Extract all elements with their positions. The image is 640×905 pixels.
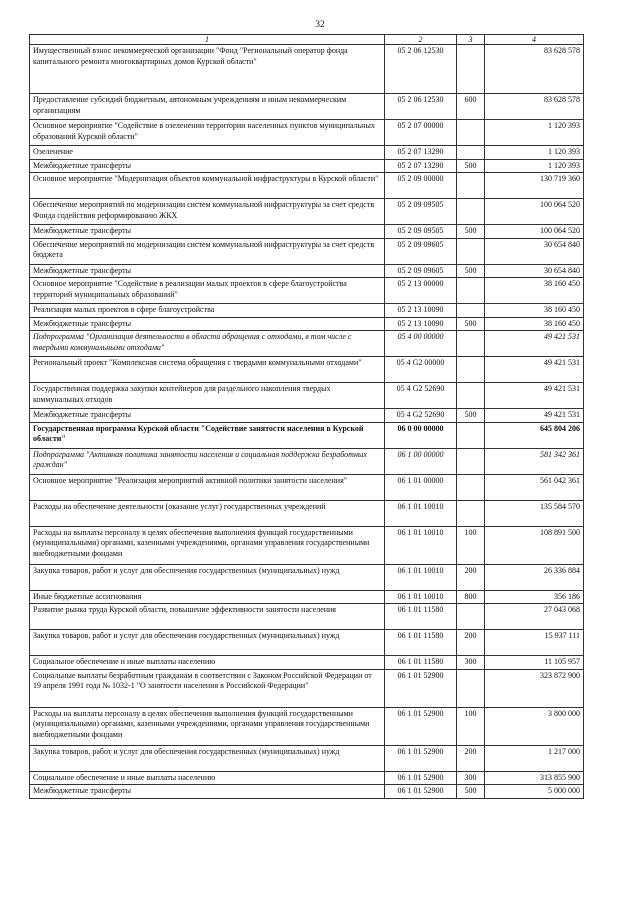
cell-amount: 1 217 000 (485, 745, 584, 771)
cell-name: Озеленение (30, 146, 385, 160)
cell-code: 06 1 01 10010 (385, 526, 457, 564)
cell-amount: 130 719 360 (485, 173, 584, 199)
cell-amount: 38 160 450 (485, 304, 584, 318)
cell-amount: 26 336 884 (485, 564, 584, 590)
table-body (30, 45, 584, 799)
cell-name: Социальное обеспечение и иные выплаты населению (30, 771, 385, 785)
cell-type (457, 173, 485, 199)
column-header-name: 1 (30, 35, 385, 45)
cell-name: Закупка товаров, работ и услуг для обеспечения государственных (муниципальных) нужд (30, 745, 385, 771)
cell-amount: 11 105 957 (485, 656, 584, 670)
table-row (30, 238, 584, 264)
cell-type: 500 (457, 317, 485, 331)
cell-amount: 49 421 531 (485, 383, 584, 409)
cell-amount: 645 804 206 (485, 422, 584, 448)
cell-amount: 38 160 450 (485, 278, 584, 304)
cell-code: 05 2 09 09505 (385, 225, 457, 239)
cell-amount: 323 872 900 (485, 669, 584, 707)
cell-code: 06 1 01 52900 (385, 745, 457, 771)
cell-name: Межбюджетные трансферты (30, 225, 385, 239)
cell-amount: 135 584 570 (485, 500, 584, 526)
cell-type (457, 45, 485, 94)
cell-type (457, 120, 485, 146)
cell-type (457, 331, 485, 357)
cell-name: Расходы на выплаты персоналу в целях обеспечения выполнения функций государственными (муниципальными) органами, казенными учреждениями, органами управления государственными внебюджетными фондами (30, 526, 385, 564)
table-row (30, 304, 584, 318)
cell-name: Межбюджетные трансферты (30, 159, 385, 173)
table-row (30, 357, 584, 383)
cell-type (457, 357, 485, 383)
cell-type: 500 (457, 409, 485, 423)
column-header-code: 2 (385, 35, 457, 45)
cell-code: 06 1 01 10010 (385, 564, 457, 590)
table-row (30, 771, 584, 785)
cell-code: 06 1 01 10010 (385, 500, 457, 526)
cell-name: Межбюджетные трансферты (30, 409, 385, 423)
table-row (30, 707, 584, 745)
cell-amount: 49 421 531 (485, 409, 584, 423)
cell-name: Подпрограмма "Активная политика занятости населения и социальная поддержка безработных граждан" (30, 448, 385, 474)
table-row (30, 590, 584, 604)
cell-code: 05 2 09 09605 (385, 238, 457, 264)
cell-name: Государственная программа Курской области "Содействие занятости населения в Курской области" (30, 422, 385, 448)
column-header-amount: 4 (485, 35, 584, 45)
table-row (30, 173, 584, 199)
cell-amount: 1 120 393 (485, 159, 584, 173)
cell-type: 200 (457, 630, 485, 656)
cell-amount: 313 855 900 (485, 771, 584, 785)
cell-code: 05 2 13 00000 (385, 278, 457, 304)
table-row (30, 199, 584, 225)
cell-type: 300 (457, 656, 485, 670)
cell-type: 100 (457, 707, 485, 745)
cell-amount: 356 186 (485, 590, 584, 604)
cell-amount: 49 421 531 (485, 331, 584, 357)
cell-code: 06 1 01 52900 (385, 785, 457, 799)
table-row (30, 383, 584, 409)
table-row (30, 500, 584, 526)
cell-name: Государственная поддержка закупки контейнеров для раздельного накопления твердых коммунальных отходов (30, 383, 385, 409)
cell-type: 200 (457, 745, 485, 771)
cell-code: 06 1 01 52900 (385, 771, 457, 785)
table-row (30, 526, 584, 564)
cell-amount: 38 160 450 (485, 317, 584, 331)
cell-amount: 27 043 068 (485, 604, 584, 630)
cell-code: 06 1 01 00000 (385, 474, 457, 500)
cell-name: Расходы на обеспечение деятельности (оказание услуг) государственных учреждений (30, 500, 385, 526)
cell-name: Обеспечение мероприятий по модернизации систем коммунальной инфраструктуры за счет средств бюджета (30, 238, 385, 264)
cell-amount: 83 628 578 (485, 45, 584, 94)
table-row (30, 448, 584, 474)
cell-type: 500 (457, 785, 485, 799)
budget-table (29, 34, 584, 799)
cell-name: Подпрограмма "Организация деятельности в области обращения с отходами, в том числе с твердыми коммунальными отходами" (30, 331, 385, 357)
cell-code: 05 2 06 12530 (385, 45, 457, 94)
table-row (30, 331, 584, 357)
cell-name: Имущественный взнос некоммерческой организации "Фонд "Региональный оператор фонда капитального ремонта многоквартирных домов Курской области" (30, 45, 385, 94)
cell-name: Основное мероприятие "Содействие в озеленении территории населенных пунктов муниципальных образований Курской области" (30, 120, 385, 146)
cell-type (457, 199, 485, 225)
cell-amount: 108 891 500 (485, 526, 584, 564)
table-row (30, 278, 584, 304)
table-row (30, 159, 584, 173)
cell-code: 06 1 01 11580 (385, 630, 457, 656)
cell-type: 800 (457, 590, 485, 604)
cell-name: Расходы на выплаты персоналу в целях обеспечения выполнения функций государственными (муниципальными) органами, казенными учреждениями, органами управления государственными внебюджетными фондами (30, 707, 385, 745)
cell-code: 06 1 01 52900 (385, 669, 457, 707)
cell-type: 500 (457, 159, 485, 173)
cell-amount: 1 120 393 (485, 120, 584, 146)
cell-type: 500 (457, 264, 485, 278)
cell-name: Межбюджетные трансферты (30, 785, 385, 799)
cell-amount: 1 120 393 (485, 146, 584, 160)
table-row (30, 422, 584, 448)
cell-amount: 3 800 000 (485, 707, 584, 745)
cell-code: 05 2 07 00000 (385, 120, 457, 146)
cell-code: 05 2 09 09605 (385, 264, 457, 278)
cell-name: Основное мероприятие "Модернизация объектов коммунальной инфраструктуры в Курской области" (30, 173, 385, 199)
cell-type (457, 238, 485, 264)
cell-amount: 83 628 578 (485, 94, 584, 120)
cell-type: 300 (457, 771, 485, 785)
table-row (30, 264, 584, 278)
cell-name: Региональный проект "Комплексная система обращения с твердыми коммунальными отходами" (30, 357, 385, 383)
table-row (30, 409, 584, 423)
cell-type (457, 474, 485, 500)
table-row (30, 630, 584, 656)
table-row (30, 604, 584, 630)
cell-amount: 30 654 840 (485, 264, 584, 278)
cell-amount: 581 342 361 (485, 448, 584, 474)
cell-code: 05 4 G2 52690 (385, 383, 457, 409)
table-row (30, 656, 584, 670)
cell-type: 500 (457, 225, 485, 239)
cell-code: 05 2 13 10090 (385, 304, 457, 318)
table-row (30, 45, 584, 94)
cell-name: Иные бюджетные ассигнования (30, 590, 385, 604)
cell-type (457, 304, 485, 318)
cell-code: 06 1 01 11580 (385, 656, 457, 670)
cell-amount: 5 000 000 (485, 785, 584, 799)
cell-code: 06 1 01 11580 (385, 604, 457, 630)
cell-type (457, 146, 485, 160)
cell-type (457, 604, 485, 630)
cell-code: 06 1 01 10010 (385, 590, 457, 604)
cell-type (457, 669, 485, 707)
cell-amount: 561 042 361 (485, 474, 584, 500)
table-row (30, 564, 584, 590)
cell-amount: 100 064 520 (485, 225, 584, 239)
cell-code: 05 4 G2 00000 (385, 357, 457, 383)
cell-amount: 100 064 520 (485, 199, 584, 225)
cell-code: 06 1 01 52900 (385, 707, 457, 745)
cell-name: Предоставление субсидий бюджетным, автономным учреждениям и иным некоммерческим организациям (30, 94, 385, 120)
table-row (30, 225, 584, 239)
table-row (30, 94, 584, 120)
cell-code: 05 4 G2 52690 (385, 409, 457, 423)
column-header-type: 3 (457, 35, 485, 45)
cell-amount: 49 421 531 (485, 357, 584, 383)
cell-type (457, 500, 485, 526)
cell-name: Межбюджетные трансферты (30, 264, 385, 278)
cell-code: 05 2 07 13290 (385, 146, 457, 160)
cell-amount: 15 937 111 (485, 630, 584, 656)
table-row (30, 474, 584, 500)
table-row (30, 317, 584, 331)
cell-code: 05 4 00 00000 (385, 331, 457, 357)
cell-code: 05 2 09 09505 (385, 199, 457, 225)
cell-code: 05 2 06 12530 (385, 94, 457, 120)
cell-name: Реализация малых проектов в сфере благоустройства (30, 304, 385, 318)
cell-name: Межбюджетные трансферты (30, 317, 385, 331)
cell-type: 600 (457, 94, 485, 120)
page-number: 32 (315, 20, 325, 30)
cell-type (457, 383, 485, 409)
table-row (30, 146, 584, 160)
cell-name: Закупка товаров, работ и услуг для обеспечения государственных (муниципальных) нужд (30, 630, 385, 656)
cell-code: 05 2 09 00000 (385, 173, 457, 199)
cell-name: Основное мероприятие "Содействие в реализации малых проектов в сфере благоустройства территорий муниципальных образований" (30, 278, 385, 304)
cell-type: 100 (457, 526, 485, 564)
table-row (30, 785, 584, 799)
cell-type: 200 (457, 564, 485, 590)
cell-name: Социальное обеспечение и иные выплаты населению (30, 656, 385, 670)
table-row (30, 669, 584, 707)
cell-name: Основное мероприятие "Реализация мероприятий активной политики занятости населения" (30, 474, 385, 500)
table-row (30, 120, 584, 146)
cell-name: Развитие рынка труда Курской области, повышение эффективности занятости населения (30, 604, 385, 630)
cell-type (457, 448, 485, 474)
cell-name: Социальные выплаты безработным гражданам в соответствии с Законом Российской Федерации от 19 апреля 1991 года № 1032-1 "О занятости населения в Российской Федерации" (30, 669, 385, 707)
cell-code: 06 1 00 00000 (385, 448, 457, 474)
cell-type (457, 422, 485, 448)
cell-name: Закупка товаров, работ и услуг для обеспечения государственных (муниципальных) нужд (30, 564, 385, 590)
table-row (30, 745, 584, 771)
cell-name: Обеспечение мероприятий по модернизации систем коммунальной инфраструктуры за счет средств Фонда содействия реформированию ЖКХ (30, 199, 385, 225)
column-number-row (30, 35, 584, 45)
cell-code: 06 0 00 00000 (385, 422, 457, 448)
cell-code: 05 2 13 10090 (385, 317, 457, 331)
cell-code: 05 2 07 13290 (385, 159, 457, 173)
cell-type (457, 278, 485, 304)
cell-amount: 30 654 840 (485, 238, 584, 264)
